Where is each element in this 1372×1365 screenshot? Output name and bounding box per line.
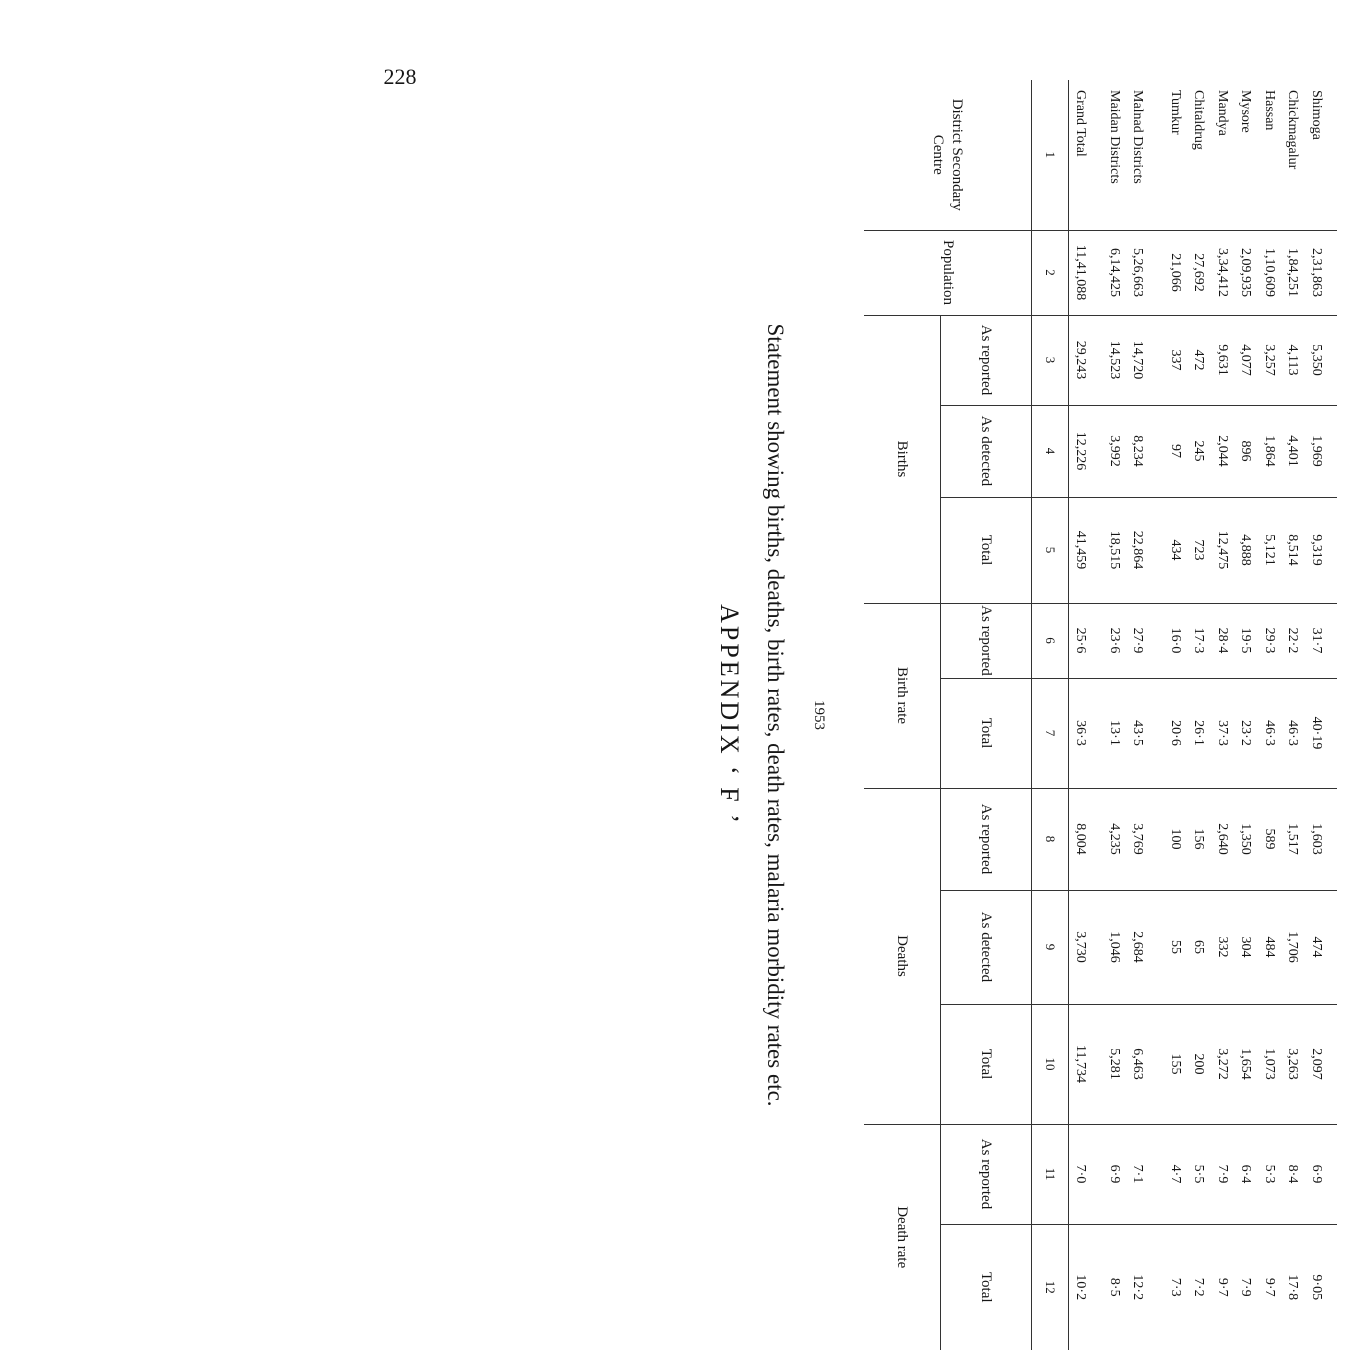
row-spacer — [1093, 679, 1103, 788]
subtotal-cell: 22,864 — [1130, 530, 1146, 570]
table-cell: 2,044 — [1215, 435, 1230, 467]
births-header: Births — [864, 315, 941, 603]
grand-total-cell: 12,226 — [1073, 431, 1089, 471]
table-cell: 7·3 — [1168, 1277, 1183, 1297]
subtotal-cell: 8·5 — [1107, 1277, 1122, 1297]
table-cell: 16·0 — [1168, 627, 1183, 654]
subtotal-cell: 3,769 — [1130, 823, 1146, 855]
table-cell: 2,097 — [1309, 1048, 1324, 1080]
table-cell: 200 — [1191, 1053, 1207, 1075]
births-total-column — [1069, 497, 1338, 603]
population-cells — [1069, 231, 1328, 315]
table-cell: 723 — [1191, 539, 1207, 561]
subtotal-cell: 6,14,425 — [1107, 248, 1122, 297]
row-spacer — [1093, 90, 1103, 230]
table-cell: 20·6 — [1168, 720, 1183, 746]
table-cell: 434 — [1168, 539, 1183, 561]
table-cell: 4,401 — [1285, 435, 1301, 467]
row-spacer — [1150, 316, 1164, 405]
col-num: 10 — [1032, 1004, 1069, 1124]
table-cell: Mysore — [1238, 90, 1254, 133]
row-spacer — [1150, 1005, 1164, 1124]
births_reported-cells — [1069, 316, 1328, 405]
appendix-title: APPENDIX ‘ F ’ — [715, 604, 744, 826]
row-spacer — [1150, 406, 1164, 497]
deaths-total-column — [1069, 1004, 1338, 1124]
year-label: 1953 — [811, 700, 827, 730]
row-spacer — [1150, 1225, 1164, 1351]
grand-total-cell: 8,004 — [1073, 823, 1089, 855]
subtotal-cell: 14,720 — [1130, 340, 1146, 380]
table-cell: Mandya — [1215, 90, 1230, 136]
subtotal-cell: 6·9 — [1107, 1164, 1122, 1184]
births_total-cells — [1069, 498, 1328, 603]
subtotal-cell: 23·6 — [1107, 627, 1122, 654]
death-rate-reported-column — [1069, 1124, 1338, 1224]
row-spacer — [1150, 498, 1164, 603]
table-cell: Tumkur — [1168, 90, 1183, 135]
table-cell: 7·2 — [1191, 1277, 1207, 1297]
table-cell: 100 — [1168, 828, 1183, 850]
district-cells — [1069, 90, 1328, 230]
grand-total-cell: Grand Total — [1073, 90, 1089, 157]
col-num: 3 — [1032, 315, 1069, 405]
grand-total-cell: 41,459 — [1073, 530, 1089, 570]
col-num: 2 — [1032, 230, 1069, 315]
col-num: 5 — [1032, 497, 1069, 603]
district-column — [1069, 80, 1338, 230]
table-cell: 337 — [1168, 349, 1183, 371]
data-rows — [1069, 80, 1338, 1350]
table-cell: 55 — [1168, 940, 1183, 954]
table-cell: 4,077 — [1238, 344, 1254, 376]
table-cell: 9·7 — [1215, 1277, 1230, 1297]
table-cell: 1,864 — [1262, 435, 1277, 467]
subtotal-cell: 5,26,663 — [1130, 248, 1146, 297]
row-spacer — [1150, 891, 1164, 1004]
subtotal-cell: 14,523 — [1107, 340, 1122, 380]
table-cell: 589 — [1262, 828, 1277, 850]
table-cell: 155 — [1168, 1053, 1183, 1075]
table-cell: 97 — [1168, 444, 1183, 458]
grand-total-cell: 29,243 — [1073, 340, 1089, 380]
row-spacer — [1150, 231, 1164, 315]
table-cell: 1,073 — [1262, 1048, 1277, 1080]
table-cell: 65 — [1191, 940, 1207, 954]
subtotal-cell: 4,235 — [1107, 823, 1122, 855]
table-cell: 26·1 — [1191, 720, 1207, 746]
table-cell: Chitaldrug — [1191, 90, 1207, 150]
deaths-header: Deaths — [864, 788, 941, 1124]
grand-total-cell: 11,41,088 — [1073, 244, 1089, 301]
col-num: 11 — [1032, 1124, 1069, 1224]
col-num: 4 — [1032, 405, 1069, 497]
table-cell: 9,631 — [1215, 344, 1230, 376]
population-header: Population — [864, 230, 1032, 315]
birth-rate-reported-header: As reported — [941, 603, 1032, 678]
table-cell: 5·3 — [1262, 1164, 1277, 1184]
table-cell: 332 — [1215, 936, 1230, 958]
table-cell: 1,654 — [1238, 1048, 1254, 1080]
deaths-detected-column — [1069, 890, 1338, 1004]
birth-rate-header: Birth rate — [864, 603, 941, 788]
column-number-row — [1032, 80, 1069, 1350]
table-cell: 9·7 — [1262, 1277, 1277, 1297]
subheader-row — [941, 80, 1032, 1350]
subtotal-cell: 6,463 — [1130, 1048, 1146, 1080]
br_reported-cells — [1069, 604, 1328, 678]
table-cell: 9,319 — [1309, 534, 1324, 566]
row-spacer — [1093, 231, 1103, 315]
table-cell: 1,603 — [1309, 823, 1324, 855]
table-cell: 474 — [1309, 936, 1324, 958]
table-cell: 22·2 — [1285, 627, 1301, 654]
table-cell: 3,272 — [1215, 1048, 1230, 1080]
table-cell: 1,517 — [1285, 823, 1301, 855]
table-cell: 29·3 — [1262, 627, 1277, 654]
row-spacer — [1093, 604, 1103, 678]
table-cell: 3,257 — [1262, 344, 1277, 376]
death-rate-header: Death rate — [864, 1124, 941, 1350]
subtotal-cell: 13·1 — [1107, 720, 1122, 746]
table-cell: 28·4 — [1215, 627, 1230, 654]
table-cell: 19·5 — [1238, 627, 1254, 654]
deaths_reported-cells — [1069, 789, 1328, 890]
row-spacer — [1093, 406, 1103, 497]
row-spacer — [1093, 498, 1103, 603]
table-cell: 2,09,935 — [1238, 248, 1254, 297]
table-cell: 31·7 — [1309, 627, 1324, 654]
grand-total-cell: 7·0 — [1073, 1164, 1089, 1184]
subtotal-cell: 5,281 — [1107, 1048, 1122, 1080]
table-cell: 40·19 — [1309, 716, 1324, 750]
subtotal-cell: 2,684 — [1130, 931, 1146, 963]
row-spacer — [1150, 90, 1164, 230]
col-num: 1 — [1032, 80, 1069, 230]
table-body — [864, 80, 1337, 1350]
table-cell: 4,113 — [1285, 344, 1301, 376]
table-cell: 46·3 — [1285, 720, 1301, 746]
table-cell: 4,888 — [1238, 534, 1254, 566]
subtotal-cell: Maidan Districts — [1107, 90, 1122, 184]
birth-rate-reported-column — [1069, 603, 1338, 678]
table-cell: 2,31,863 — [1309, 248, 1324, 297]
row-spacer — [1150, 1125, 1164, 1224]
table-cell: 6·9 — [1309, 1164, 1324, 1184]
col-num: 9 — [1032, 890, 1069, 1004]
table-cell: 8·4 — [1285, 1164, 1301, 1184]
birth-rate-total-column — [1069, 678, 1338, 788]
table-cell: 46·3 — [1262, 720, 1277, 746]
births_detected-cells — [1069, 406, 1328, 497]
table-cell: 1,350 — [1238, 823, 1254, 855]
table-cell: 156 — [1191, 828, 1207, 850]
birth-rate-total-header: Total — [941, 678, 1032, 788]
births-detected-column — [1069, 405, 1338, 497]
row-spacer — [1093, 1005, 1103, 1124]
subtotal-cell: 8,234 — [1130, 435, 1146, 467]
deaths_total-cells — [1069, 1005, 1328, 1124]
births-reported-column — [1069, 315, 1338, 405]
table-cell: 8,514 — [1285, 534, 1301, 566]
grand-total-cell: 25·6 — [1073, 627, 1089, 654]
table-cell: 6·4 — [1238, 1164, 1254, 1184]
deaths-detected-header: As detected — [941, 890, 1032, 1004]
row-spacer — [1150, 604, 1164, 678]
rotated-table-page — [702, 80, 1372, 1350]
table-cell: 484 — [1262, 936, 1277, 958]
table-cell: 3,34,412 — [1215, 248, 1230, 297]
dr_reported-cells — [1069, 1125, 1328, 1224]
row-spacer — [1093, 316, 1103, 405]
page-number: 228 — [383, 64, 417, 89]
table-cell: 17·8 — [1285, 1274, 1301, 1301]
table-cell: 7·9 — [1238, 1277, 1254, 1297]
table-cell: 1,10,609 — [1262, 248, 1277, 297]
subtotal-cell: 12·2 — [1130, 1274, 1146, 1301]
br_total-cells — [1069, 679, 1328, 788]
deaths_detected-cells — [1069, 891, 1328, 1004]
col-num: 6 — [1032, 603, 1069, 678]
table-cell: 1,706 — [1285, 931, 1301, 963]
births-detected-header: As detected — [941, 405, 1032, 497]
subtotal-cell: 43·5 — [1130, 720, 1146, 746]
death-rate-total-header: Total — [941, 1224, 1032, 1350]
grand-total-cell: 11,734 — [1073, 1045, 1089, 1083]
subtotal-cell: 7·1 — [1130, 1164, 1146, 1184]
table-cell: 472 — [1191, 349, 1207, 371]
table-cell: 4·7 — [1168, 1164, 1183, 1184]
grand-total-cell: 10·2 — [1073, 1274, 1089, 1301]
table-cell: Hassan — [1262, 90, 1277, 131]
table-cell: 5,350 — [1309, 344, 1324, 376]
row-spacer — [1150, 679, 1164, 788]
table-cell: 17·3 — [1191, 627, 1207, 654]
population-column — [1069, 230, 1338, 315]
row-spacer — [1093, 1125, 1103, 1224]
col-num: 8 — [1032, 788, 1069, 890]
table-cell: 27,692 — [1191, 253, 1207, 292]
table-cell: 23·2 — [1238, 720, 1254, 746]
table-cell: 5,121 — [1262, 534, 1277, 566]
table-cell: 7·9 — [1215, 1164, 1230, 1184]
grand-total-cell: 36·3 — [1073, 720, 1089, 746]
table-cell: 21,066 — [1168, 253, 1183, 292]
table-cell: 5·5 — [1191, 1164, 1207, 1184]
subtotal-cell: 1,046 — [1107, 931, 1122, 963]
table-cell: 1,84,251 — [1285, 248, 1301, 297]
table-cell: 9·05 — [1309, 1274, 1324, 1301]
table-cell: 37·3 — [1215, 720, 1230, 746]
table-cell: 3,263 — [1285, 1048, 1301, 1080]
col-num: 7 — [1032, 678, 1069, 788]
table-cell: 304 — [1238, 936, 1254, 958]
table-cell: 12,475 — [1215, 530, 1230, 570]
row-spacer — [1093, 1225, 1103, 1351]
deaths-reported-header: As reported — [941, 788, 1032, 890]
subtotal-cell: 3,992 — [1107, 435, 1122, 467]
deaths-total-header: Total — [941, 1004, 1032, 1124]
births-total-header: Total — [941, 497, 1032, 603]
row-spacer — [1093, 789, 1103, 890]
table-cell: 1,969 — [1309, 435, 1324, 467]
deaths-reported-column — [1069, 788, 1338, 890]
subtotal-cell: 18,515 — [1107, 530, 1122, 570]
table-cell: 245 — [1191, 440, 1207, 462]
district-header: District Secondary Centre — [930, 98, 966, 211]
subtotal-cell: 27·9 — [1130, 627, 1146, 654]
death-rate-reported-header: As reported — [941, 1124, 1032, 1224]
col-num: 12 — [1032, 1224, 1069, 1350]
table-cell: Chickmagalur — [1285, 90, 1301, 170]
table-cell: 2,640 — [1215, 823, 1230, 855]
table-cell: 896 — [1238, 440, 1254, 462]
table-cell: Shimoga — [1309, 90, 1324, 140]
statistics-table — [864, 80, 1337, 1350]
grand-total-cell: 3,730 — [1073, 931, 1089, 963]
births-reported-header: As reported — [941, 315, 1032, 405]
statement-title: Statement showing births, deaths, birth rates, death rates, malaria morbidity rates etc. — [763, 323, 788, 1107]
death-rate-total-column — [1069, 1224, 1338, 1350]
row-spacer — [1093, 891, 1103, 1004]
subtotal-cell: Malnad Districts — [1130, 90, 1146, 184]
dr_total-cells — [1069, 1225, 1328, 1351]
row-spacer — [1150, 789, 1164, 890]
